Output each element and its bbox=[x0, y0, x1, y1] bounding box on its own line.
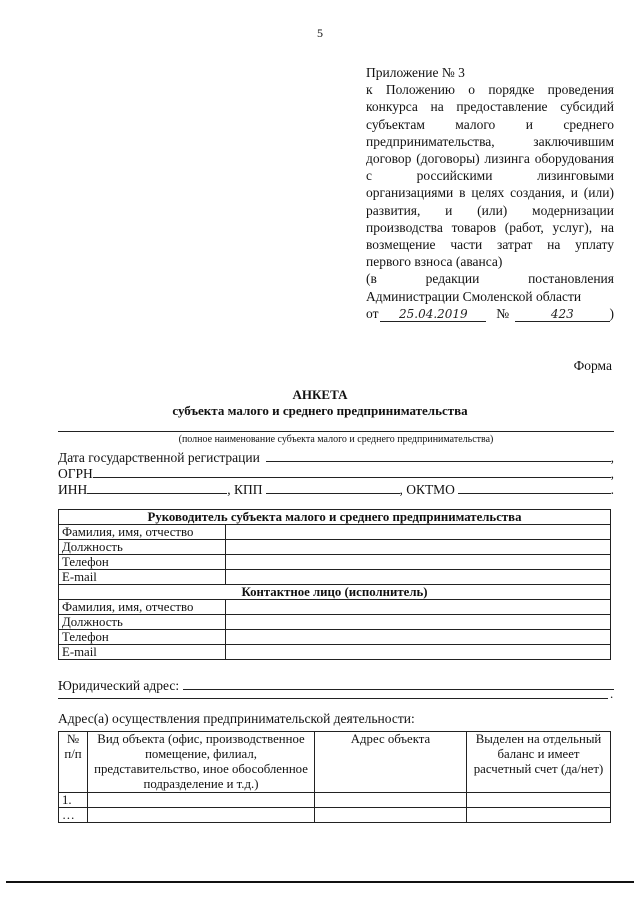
appendix-block bbox=[366, 64, 614, 322]
appendix-title: Приложение № 3 bbox=[366, 65, 465, 80]
objects-cell-balance[interactable] bbox=[467, 793, 611, 808]
objects-cell-address[interactable] bbox=[315, 808, 467, 823]
handwritten-date: 25.04.2019 bbox=[380, 307, 486, 322]
objects-header-type: Вид объекта (офис, производственное помещение, филиал, представительство, иное обособленное подразделение и т.д.) bbox=[88, 732, 315, 793]
head-row-label: Должность bbox=[59, 540, 226, 555]
head-phone-cell[interactable] bbox=[226, 555, 611, 570]
forma-label: Форма bbox=[573, 358, 612, 373]
inn-field[interactable] bbox=[87, 481, 227, 494]
objects-cell-address[interactable] bbox=[315, 793, 467, 808]
page-number: 5 bbox=[317, 26, 323, 40]
ogrn-row bbox=[58, 465, 614, 482]
legal-address-field[interactable] bbox=[183, 677, 614, 690]
objects-cell-number: 1. bbox=[59, 793, 88, 808]
head-row-label: E-mail bbox=[59, 570, 226, 585]
closing-paren: ) bbox=[609, 305, 614, 321]
contact-row-label: Телефон bbox=[59, 630, 226, 645]
head-email-cell[interactable] bbox=[226, 570, 611, 585]
number-label: № bbox=[496, 305, 510, 321]
head-name-cell[interactable] bbox=[226, 525, 611, 540]
objects-cell-type[interactable] bbox=[88, 793, 315, 808]
ogrn-label: ОГРН bbox=[58, 466, 93, 481]
contact-name-cell[interactable] bbox=[226, 600, 611, 615]
inn-row-period: . bbox=[610, 482, 614, 497]
contact-row-label: Фамилия, имя, отчество bbox=[59, 600, 226, 615]
objects-table bbox=[58, 731, 611, 823]
contact-position-cell[interactable] bbox=[226, 615, 611, 630]
objects-header-number: № п/п bbox=[59, 732, 88, 793]
inn-label: ИНН bbox=[58, 482, 88, 497]
objects-cell-number: … bbox=[59, 808, 88, 823]
fullname-caption: (полное наименование субъекта малого и среднего предпринимательства) bbox=[178, 434, 494, 445]
registration-date-label: Дата государственной регистрации bbox=[58, 450, 260, 465]
ogrn-field[interactable] bbox=[93, 465, 611, 478]
legal-address-field-line2[interactable] bbox=[58, 698, 608, 699]
objects-header-balance: Выделен на отдельный баланс и имеет расчетный счет (да/нет) bbox=[467, 732, 611, 793]
ogrn-comma: , bbox=[610, 466, 614, 481]
head-section-title: Руководитель субъекта малого и среднего предпринимательства bbox=[59, 510, 611, 525]
contact-phone-cell[interactable] bbox=[226, 630, 611, 645]
business-address-heading: Адрес(а) осуществления предпринимательской деятельности: bbox=[58, 711, 415, 726]
objects-cell-type[interactable] bbox=[88, 808, 315, 823]
head-contact-table bbox=[58, 509, 611, 660]
contact-row-label: E-mail bbox=[59, 645, 226, 660]
handwritten-number: 423 bbox=[515, 307, 609, 322]
legal-address-row bbox=[58, 677, 614, 694]
appendix-body: к Положению о порядке проведения конкурса на предоставление субсидий субъектам малого и среднего предпринимательства, заключившим договор (договоры) лизинга оборудования с российскими лизинговыми организациями в целях создания, и (или) развития, и (или) модернизации производства товаров (работ, услуг), на возмещение части затрат на уплату первого взноса (аванса) bbox=[366, 82, 614, 270]
oktmo-label: , ОКТМО bbox=[399, 482, 455, 497]
kpp-field[interactable] bbox=[266, 481, 400, 494]
objects-header-address: Адрес объекта bbox=[315, 732, 467, 793]
bottom-rule bbox=[6, 881, 634, 883]
table-row bbox=[59, 793, 611, 808]
contact-row-label: Должность bbox=[59, 615, 226, 630]
objects-cell-balance[interactable] bbox=[467, 808, 611, 823]
table-row bbox=[59, 808, 611, 823]
inn-row bbox=[58, 481, 614, 498]
kpp-label: , КПП bbox=[227, 482, 263, 497]
head-row-label: Фамилия, имя, отчество bbox=[59, 525, 226, 540]
contact-section-title: Контактное лицо (исполнитель) bbox=[59, 585, 611, 600]
legal-address-label: Юридический адрес: bbox=[58, 678, 180, 693]
appendix-date-line bbox=[366, 305, 614, 322]
appendix-edition: (в редакции постановления Администрации Смоленской области bbox=[366, 271, 614, 304]
fullname-input-line[interactable] bbox=[58, 431, 614, 432]
head-row-label: Телефон bbox=[59, 555, 226, 570]
form-title bbox=[0, 387, 640, 419]
form-title-line2: субъекта малого и среднего предпринимательства bbox=[172, 403, 468, 418]
oktmo-field[interactable] bbox=[458, 481, 611, 494]
legal-address-period: . bbox=[610, 686, 614, 701]
contact-email-cell[interactable] bbox=[226, 645, 611, 660]
registration-date-comma: , bbox=[610, 450, 614, 465]
head-position-cell[interactable] bbox=[226, 540, 611, 555]
form-title-line1: АНКЕТА bbox=[292, 387, 348, 402]
registration-date-row bbox=[58, 449, 614, 466]
registration-date-field[interactable] bbox=[266, 449, 611, 462]
from-label: от bbox=[366, 305, 379, 321]
